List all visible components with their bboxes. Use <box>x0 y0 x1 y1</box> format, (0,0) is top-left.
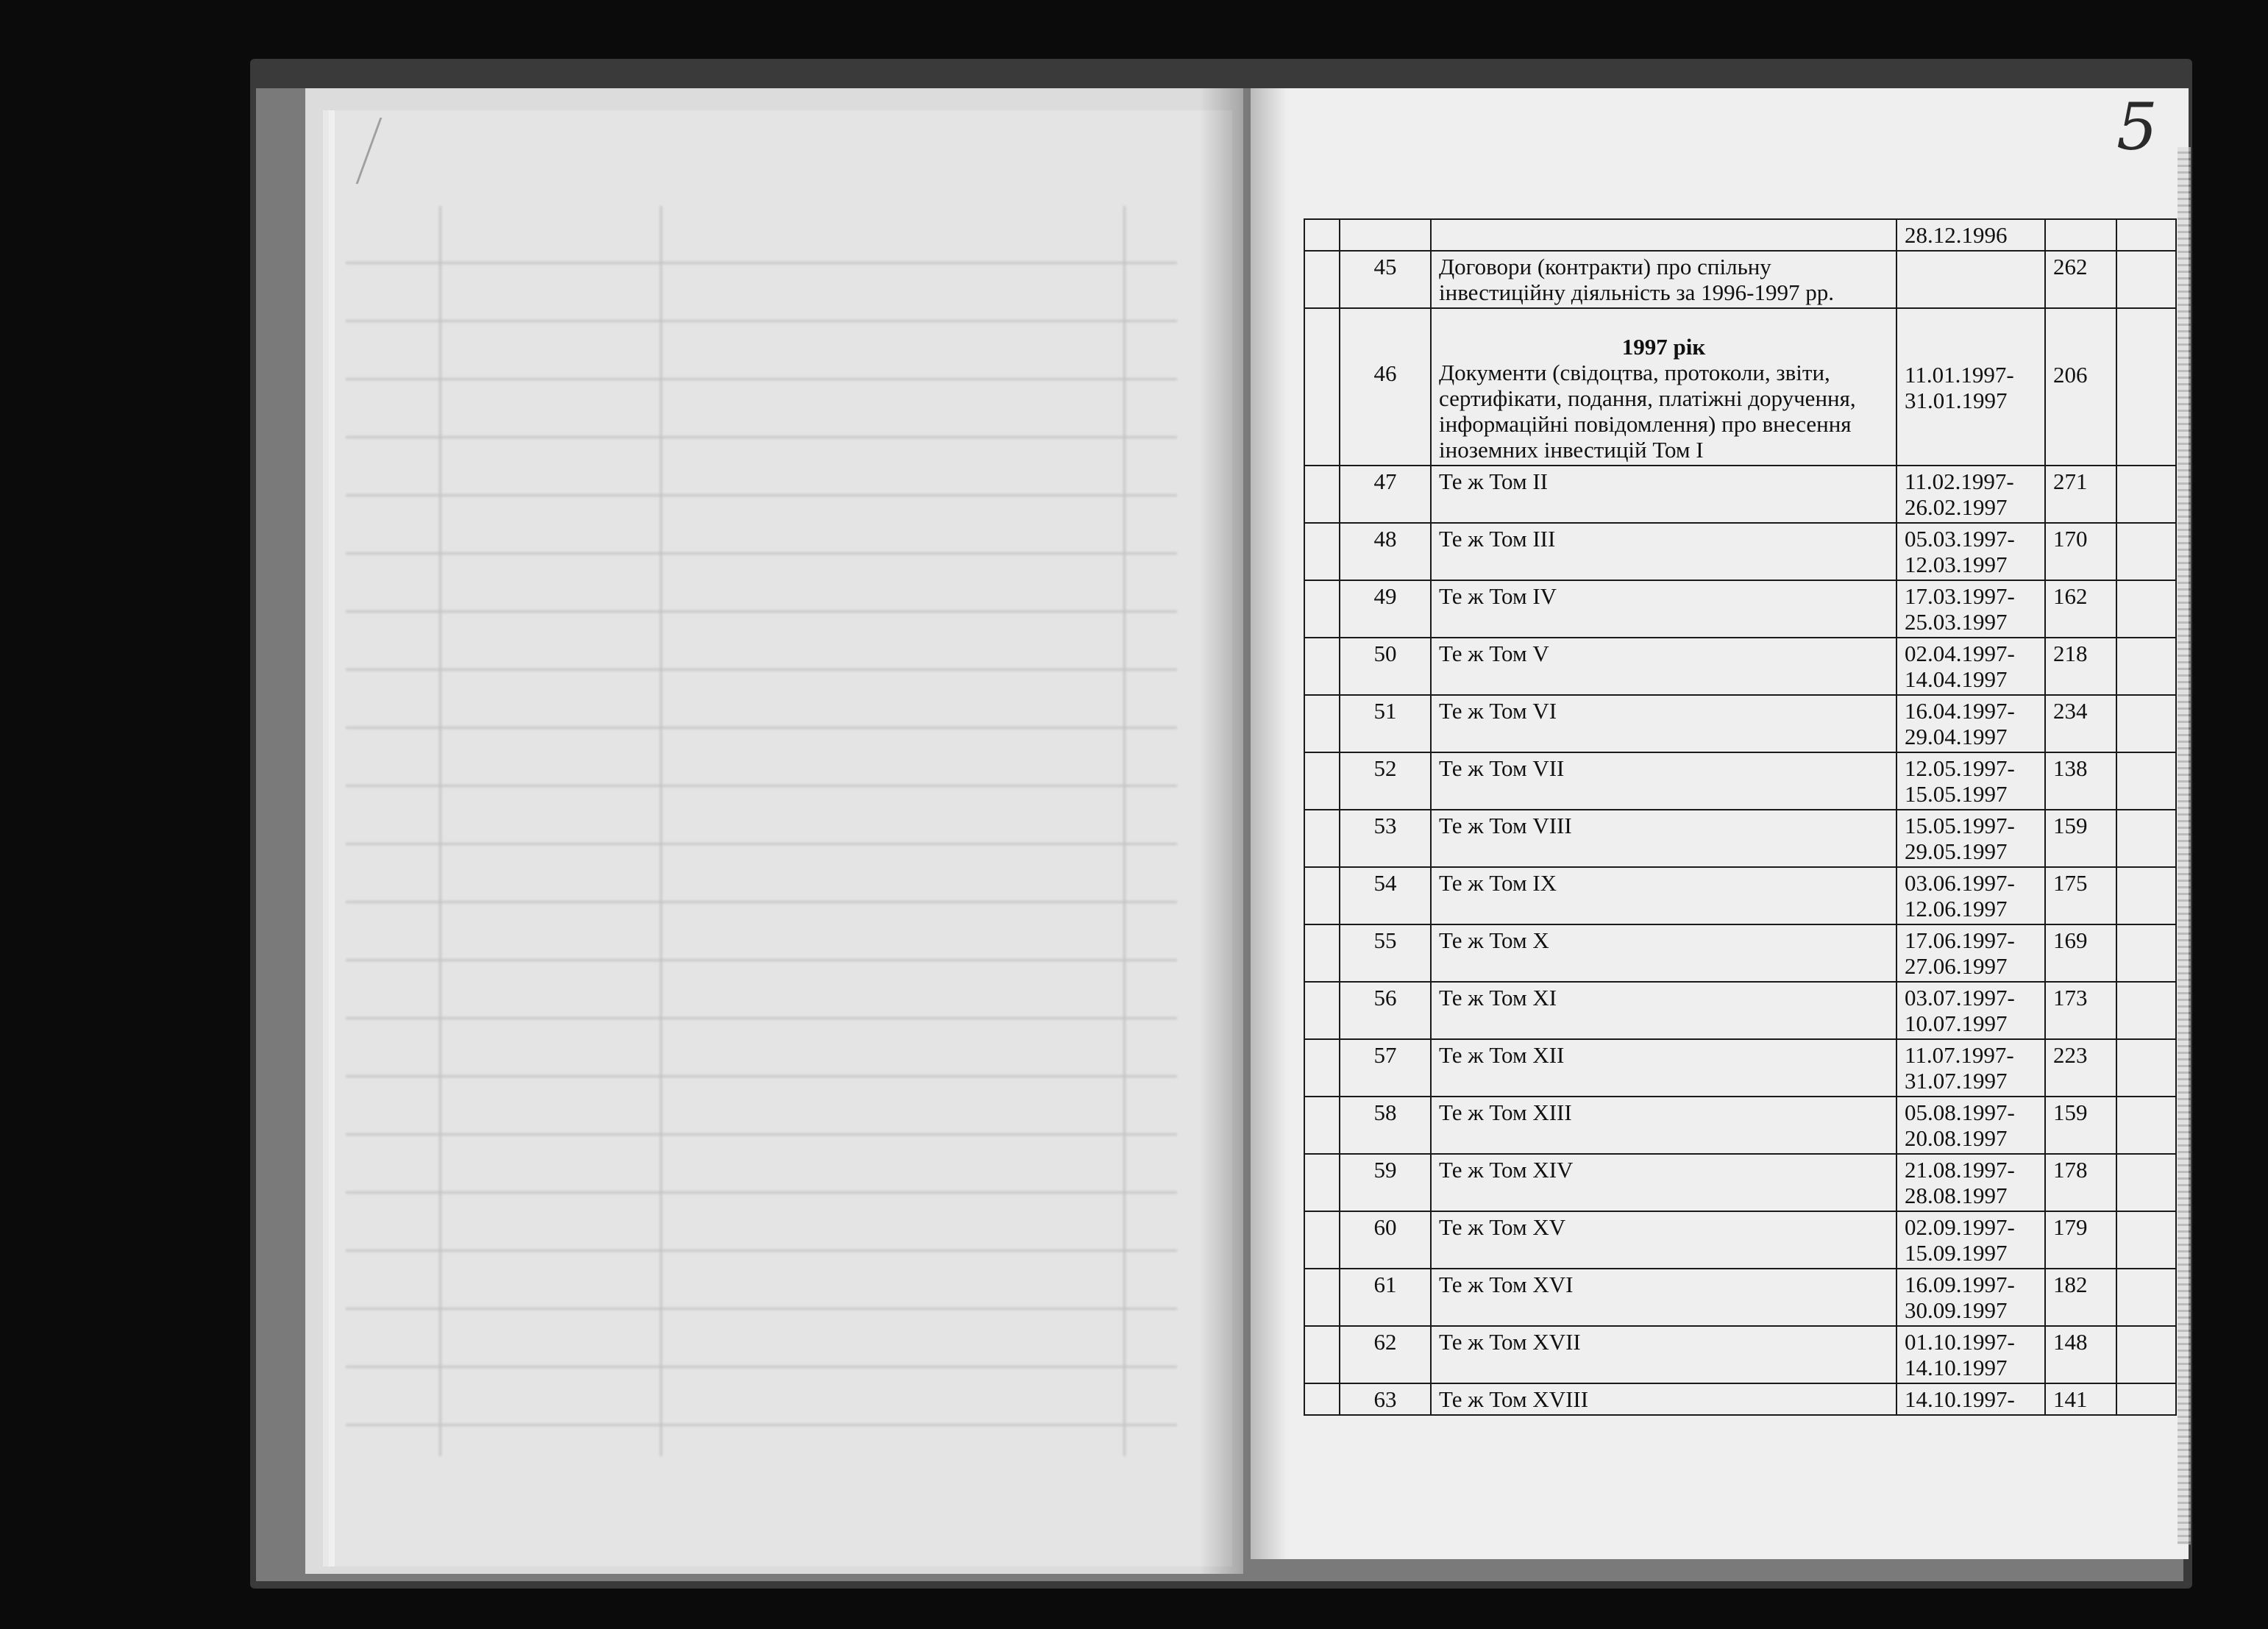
cell-dates: 17.03.1997- 25.03.1997 <box>1896 580 2045 638</box>
cell-blank <box>1304 251 1340 308</box>
table-row <box>1304 982 2176 1039</box>
cell-pages: 234 <box>2045 695 2116 752</box>
cell-blank <box>1304 523 1340 580</box>
cell-title <box>1431 219 1896 251</box>
cell-dates: 11.02.1997- 26.02.1997 <box>1896 466 2045 523</box>
cell-num: 61 <box>1340 1269 1431 1326</box>
cell-dates: 11.07.1997- 31.07.1997 <box>1896 1039 2045 1097</box>
show-through-table <box>346 206 1177 1456</box>
cell-pages: 159 <box>2045 1097 2116 1154</box>
table-row <box>1304 251 2176 308</box>
cell-note <box>2116 810 2176 867</box>
cell-note <box>2116 1154 2176 1211</box>
cell-num: 47 <box>1340 466 1431 523</box>
cell-title: Те ж Том ІІ <box>1431 466 1896 523</box>
cell-note <box>2116 982 2176 1039</box>
cell-num: 63 <box>1340 1383 1431 1415</box>
table-row <box>1304 1097 2176 1154</box>
cell-note <box>2116 1383 2176 1415</box>
cell-blank <box>1304 810 1340 867</box>
cell-note <box>2116 466 2176 523</box>
cell-note <box>2116 924 2176 982</box>
cell-num: 52 <box>1340 752 1431 810</box>
cell-pages: 182 <box>2045 1269 2116 1326</box>
cell-blank <box>1304 1039 1340 1097</box>
cell-pages: 141 <box>2045 1383 2116 1415</box>
cell-pages: 179 <box>2045 1211 2116 1269</box>
cell-num: 45 <box>1340 251 1431 308</box>
cell-blank <box>1304 219 1340 251</box>
cell-blank <box>1304 752 1340 810</box>
table-row <box>1304 1269 2176 1326</box>
table-row <box>1304 695 2176 752</box>
cell-title: Те ж Том ХІІ <box>1431 1039 1896 1097</box>
table-row <box>1304 1039 2176 1097</box>
cell-note <box>2116 1326 2176 1383</box>
cell-blank <box>1304 1097 1340 1154</box>
table-row <box>1304 1326 2176 1383</box>
cell-pages: 178 <box>2045 1154 2116 1211</box>
table-row <box>1304 867 2176 924</box>
cell-dates <box>1896 251 2045 308</box>
cell-note <box>2116 523 2176 580</box>
left-page-gutter-shadow <box>1199 88 1243 1574</box>
cell-dates: 16.09.1997- 30.09.1997 <box>1896 1269 2045 1326</box>
cell-note <box>2116 251 2176 308</box>
cell-dates: 21.08.1997- 28.08.1997 <box>1896 1154 2045 1211</box>
cell-blank <box>1304 1269 1340 1326</box>
cell-title: Те ж Том VІІІ <box>1431 810 1896 867</box>
page-number: 5 <box>2116 89 2158 165</box>
cell-dates: 16.04.1997- 29.04.1997 <box>1896 695 2045 752</box>
cell-num: 54 <box>1340 867 1431 924</box>
table-row <box>1304 1383 2176 1415</box>
cell-pages <box>2045 219 2116 251</box>
cell-blank <box>1304 867 1340 924</box>
cell-num: 59 <box>1340 1154 1431 1211</box>
cell-note <box>2116 638 2176 695</box>
table-row <box>1304 308 2176 466</box>
cell-num: 55 <box>1340 924 1431 982</box>
cell-num: 58 <box>1340 1097 1431 1154</box>
page-edge-stack <box>2178 147 2191 1544</box>
cell-title: Те ж Том VІ <box>1431 695 1896 752</box>
cell-title: Те ж Том ІІІ <box>1431 523 1896 580</box>
cell-num: 56 <box>1340 982 1431 1039</box>
cell-title: Те ж Том ХІ <box>1431 982 1896 1039</box>
cell-blank <box>1304 695 1340 752</box>
cell-title: Те ж Том IV <box>1431 580 1896 638</box>
cell-title: Те ж Том ХVІІ <box>1431 1326 1896 1383</box>
cell-dates: 28.12.1996 <box>1896 219 2045 251</box>
table-row <box>1304 1211 2176 1269</box>
cell-dates: 05.03.1997- 12.03.1997 <box>1896 523 2045 580</box>
cell-blank <box>1304 580 1340 638</box>
table-row <box>1304 810 2176 867</box>
cell-dates: 03.07.1997- 10.07.1997 <box>1896 982 2045 1039</box>
cell-pages: 148 <box>2045 1326 2116 1383</box>
cell-title: Те ж Том ХVІІІ <box>1431 1383 1896 1415</box>
table-row <box>1304 752 2176 810</box>
cell-note <box>2116 219 2176 251</box>
cell-num: 53 <box>1340 810 1431 867</box>
cell-dates: 02.09.1997- 15.09.1997 <box>1896 1211 2045 1269</box>
cell-num: 48 <box>1340 523 1431 580</box>
cell-num: 60 <box>1340 1211 1431 1269</box>
cell-note <box>2116 308 2176 466</box>
cell-num: 57 <box>1340 1039 1431 1097</box>
inventory-table <box>1304 218 2177 1416</box>
cell-title: Те ж Том ІХ <box>1431 867 1896 924</box>
cell-pages: 271 <box>2045 466 2116 523</box>
row-46-title: Документи (свідоцтва, протоколи, звіти, сертифікати, подання, платіжні доручення, інформаційні повідомлення) про внесення іноземних інвестицій Том І <box>1439 360 1856 463</box>
cell-pages: 162 <box>2045 580 2116 638</box>
cell-num: 51 <box>1340 695 1431 752</box>
table-row <box>1304 1154 2176 1211</box>
cell-pages: 173 <box>2045 982 2116 1039</box>
cell-blank <box>1304 638 1340 695</box>
cell-blank <box>1304 308 1340 466</box>
cell-dates: 14.10.1997- <box>1896 1383 2045 1415</box>
cell-pages: 218 <box>2045 638 2116 695</box>
cell-title: Те ж Том V <box>1431 638 1896 695</box>
cell-pages: 170 <box>2045 523 2116 580</box>
cell-num <box>1340 219 1431 251</box>
cell-dates: 01.10.1997- 14.10.1997 <box>1896 1326 2045 1383</box>
cell-title: Те ж Том ХІІІ <box>1431 1097 1896 1154</box>
cell-pages: 159 <box>2045 810 2116 867</box>
table-row <box>1304 219 2176 251</box>
cell-title: Договори (контракти) про спільну інвестиційну діяльність за 1996-1997 рр. <box>1431 251 1896 308</box>
cell-dates: 11.01.1997- 31.01.1997 <box>1896 308 2045 466</box>
cell-pages: 169 <box>2045 924 2116 982</box>
cell-dates: 02.04.1997- 14.04.1997 <box>1896 638 2045 695</box>
cell-num: 62 <box>1340 1326 1431 1383</box>
cell-title: Те ж Том VІІ <box>1431 752 1896 810</box>
table-row <box>1304 523 2176 580</box>
cell-num: 50 <box>1340 638 1431 695</box>
cell-dates: 05.08.1997- 20.08.1997 <box>1896 1097 2045 1154</box>
cell-title: Те ж Том ХV <box>1431 1211 1896 1269</box>
right-page-gutter-shadow <box>1251 88 1287 1559</box>
cell-blank <box>1304 1383 1340 1415</box>
cell-blank <box>1304 924 1340 982</box>
table-row <box>1304 924 2176 982</box>
cell-note <box>2116 1097 2176 1154</box>
cell-pages: 262 <box>2045 251 2116 308</box>
cell-title <box>1431 308 1896 466</box>
cell-blank <box>1304 982 1340 1039</box>
cell-dates: 17.06.1997- 27.06.1997 <box>1896 924 2045 982</box>
year-heading: 1997 рік <box>1621 334 1706 360</box>
cell-blank <box>1304 466 1340 523</box>
cell-dates: 12.05.1997- 15.05.1997 <box>1896 752 2045 810</box>
cell-blank <box>1304 1211 1340 1269</box>
cell-blank <box>1304 1154 1340 1211</box>
table-row <box>1304 638 2176 695</box>
cell-title: Те ж Том Х <box>1431 924 1896 982</box>
cell-pages: 206 <box>2045 308 2116 466</box>
cell-note <box>2116 695 2176 752</box>
cell-num: 46 <box>1340 308 1431 466</box>
cell-note <box>2116 580 2176 638</box>
cell-dates: 03.06.1997- 12.06.1997 <box>1896 867 2045 924</box>
cell-num: 49 <box>1340 580 1431 638</box>
cell-title: Те ж Том ХІV <box>1431 1154 1896 1211</box>
cell-note <box>2116 1211 2176 1269</box>
cell-note <box>2116 1039 2176 1097</box>
table-row <box>1304 580 2176 638</box>
cell-blank <box>1304 1326 1340 1383</box>
cell-dates: 15.05.1997- 29.05.1997 <box>1896 810 2045 867</box>
cell-note <box>2116 867 2176 924</box>
table-row <box>1304 466 2176 523</box>
cell-title: Те ж Том ХVІ <box>1431 1269 1896 1326</box>
cell-pages: 175 <box>2045 867 2116 924</box>
cell-pages: 138 <box>2045 752 2116 810</box>
cell-note <box>2116 1269 2176 1326</box>
cell-note <box>2116 752 2176 810</box>
cell-pages: 223 <box>2045 1039 2116 1097</box>
